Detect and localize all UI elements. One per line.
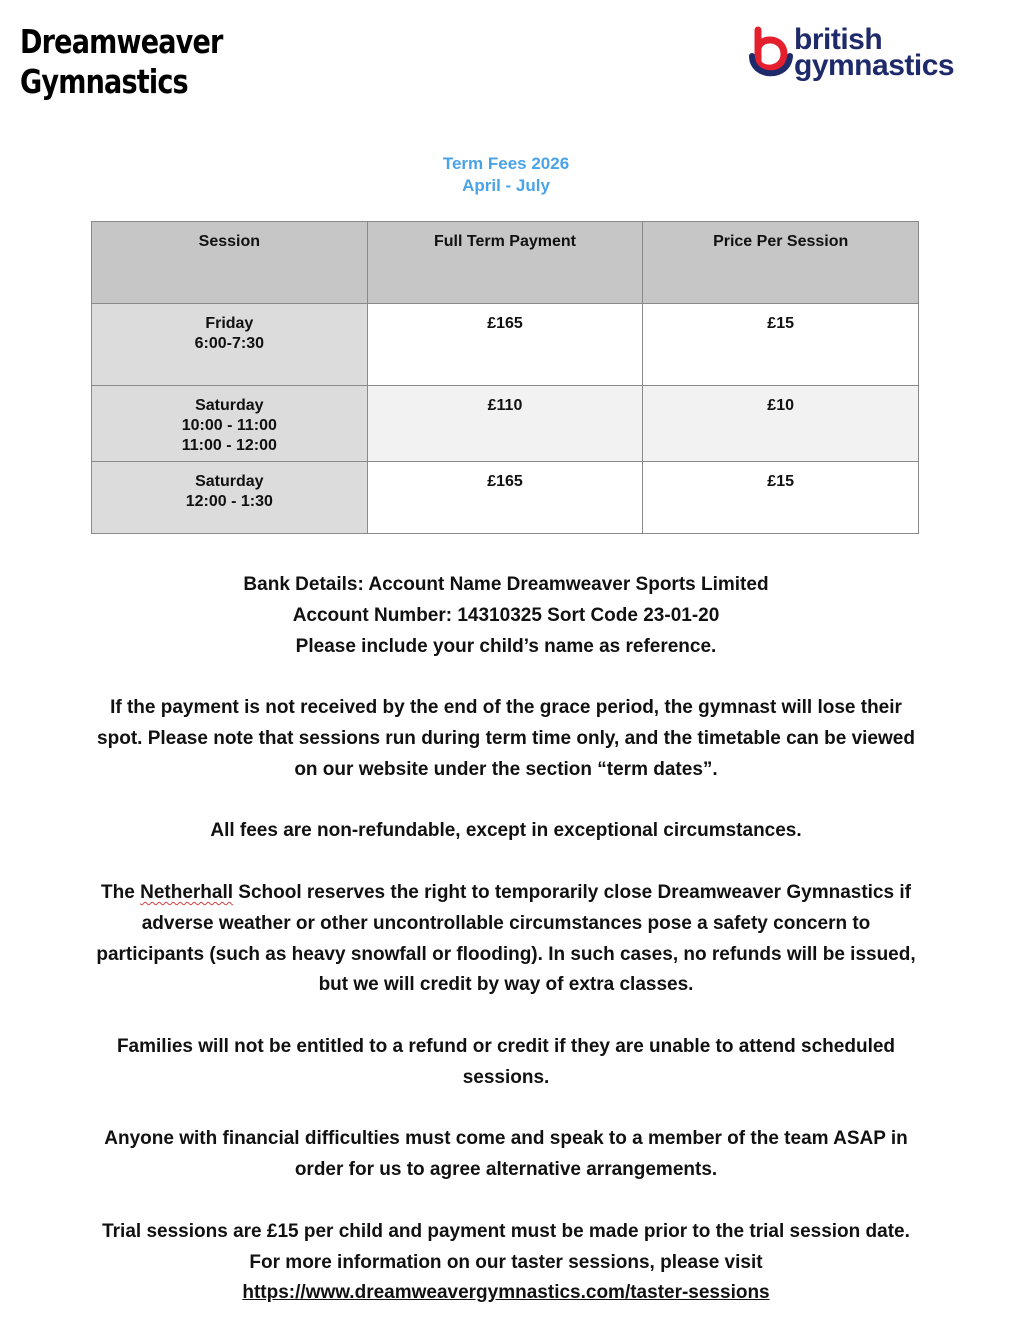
logo-word-gymnastics: gymnastics (794, 49, 955, 82)
bank-account-name: Bank Details: Account Name Dreamweaver Sports Limited (243, 574, 769, 595)
full-term-cell: £110 (367, 386, 643, 462)
closure-prefix: The (101, 881, 141, 903)
full-term-cell: £165 (367, 462, 643, 534)
header-per-session: Price Per Session (643, 222, 919, 304)
session-time: 12:00 - 1:30 (185, 493, 273, 510)
bank-account-number: Account Number: 14310325 Sort Code 23-01-20 (292, 604, 720, 626)
trial-paragraph (90, 1217, 922, 1309)
session-cell (92, 386, 368, 462)
session-day: Saturday (195, 473, 264, 490)
session-day: Friday (205, 315, 254, 332)
grace-period-paragraph: If the payment is not received by the end of the grace period, the gymnast will lose their spot. Please note that sessions run during term time only, and the timetable can be viewed on our website under the section “term dates”. (97, 697, 915, 780)
taster-sessions-link[interactable]: https://www.dreamweavergymnastics.com/taster-sessions (242, 1282, 770, 1304)
term-heading (0, 153, 1012, 197)
term-title: Term Fees 2026 (442, 154, 570, 173)
fees-table (91, 221, 919, 534)
closure-paragraph (90, 878, 922, 1001)
financial-paragraph: Anyone with financial difficulties must come and speak to a member of the team ASAP in order for us to agree alternative arrangements. (104, 1128, 908, 1181)
trial-text: Trial sessions are £15 per child and payment must be made prior to the trial session date. For more information on our taster sessions, please visit (102, 1220, 910, 1273)
logo-word-british: british (794, 23, 883, 56)
header-full-term: Full Term Payment (367, 222, 643, 304)
club-title-line2: Gymnastics (20, 62, 188, 101)
header-session: Session (92, 222, 368, 304)
bank-reference-note: Please include your child’s name as reference. (295, 635, 717, 657)
table-header-row (92, 222, 919, 304)
refund-paragraph: All fees are non-refundable, except in exceptional circumstances. (210, 820, 802, 842)
club-title (20, 22, 223, 102)
table-row (92, 304, 919, 386)
session-time: 10:00 - 11:00 (181, 417, 277, 434)
table-row (92, 462, 919, 534)
table-row (92, 386, 919, 462)
per-session-cell: £10 (643, 386, 919, 462)
term-period: April - July (462, 176, 550, 195)
session-cell (92, 304, 368, 386)
full-term-cell: £165 (367, 304, 643, 386)
per-session-cell: £15 (643, 304, 919, 386)
attendance-paragraph: Families will not be entitled to a refund or credit if they are unable to attend scheduled sessions. (116, 1035, 896, 1088)
session-time: 11:00 - 12:00 (181, 437, 277, 454)
session-cell (92, 462, 368, 534)
british-gymnastics-icon (748, 26, 796, 82)
session-time: 6:00-7:30 (194, 335, 265, 352)
session-day: Saturday (195, 397, 264, 414)
british-gymnastics-logo (748, 24, 988, 84)
school-name: Netherhall (140, 881, 234, 903)
bank-details (90, 570, 922, 662)
terms-text (90, 570, 922, 1309)
per-session-cell: £15 (643, 462, 919, 534)
closure-text: School reserves the right to temporarily close Dreamweaver Gymnastics if adverse weather or other uncontrollable circumstances pose a safety concern to participants (such as heavy snowfall or flooding). In such cases, no refunds will be issued, but we will credit by way of extra classes. (96, 881, 916, 996)
club-title-line1: Dreamweaver (20, 22, 223, 61)
